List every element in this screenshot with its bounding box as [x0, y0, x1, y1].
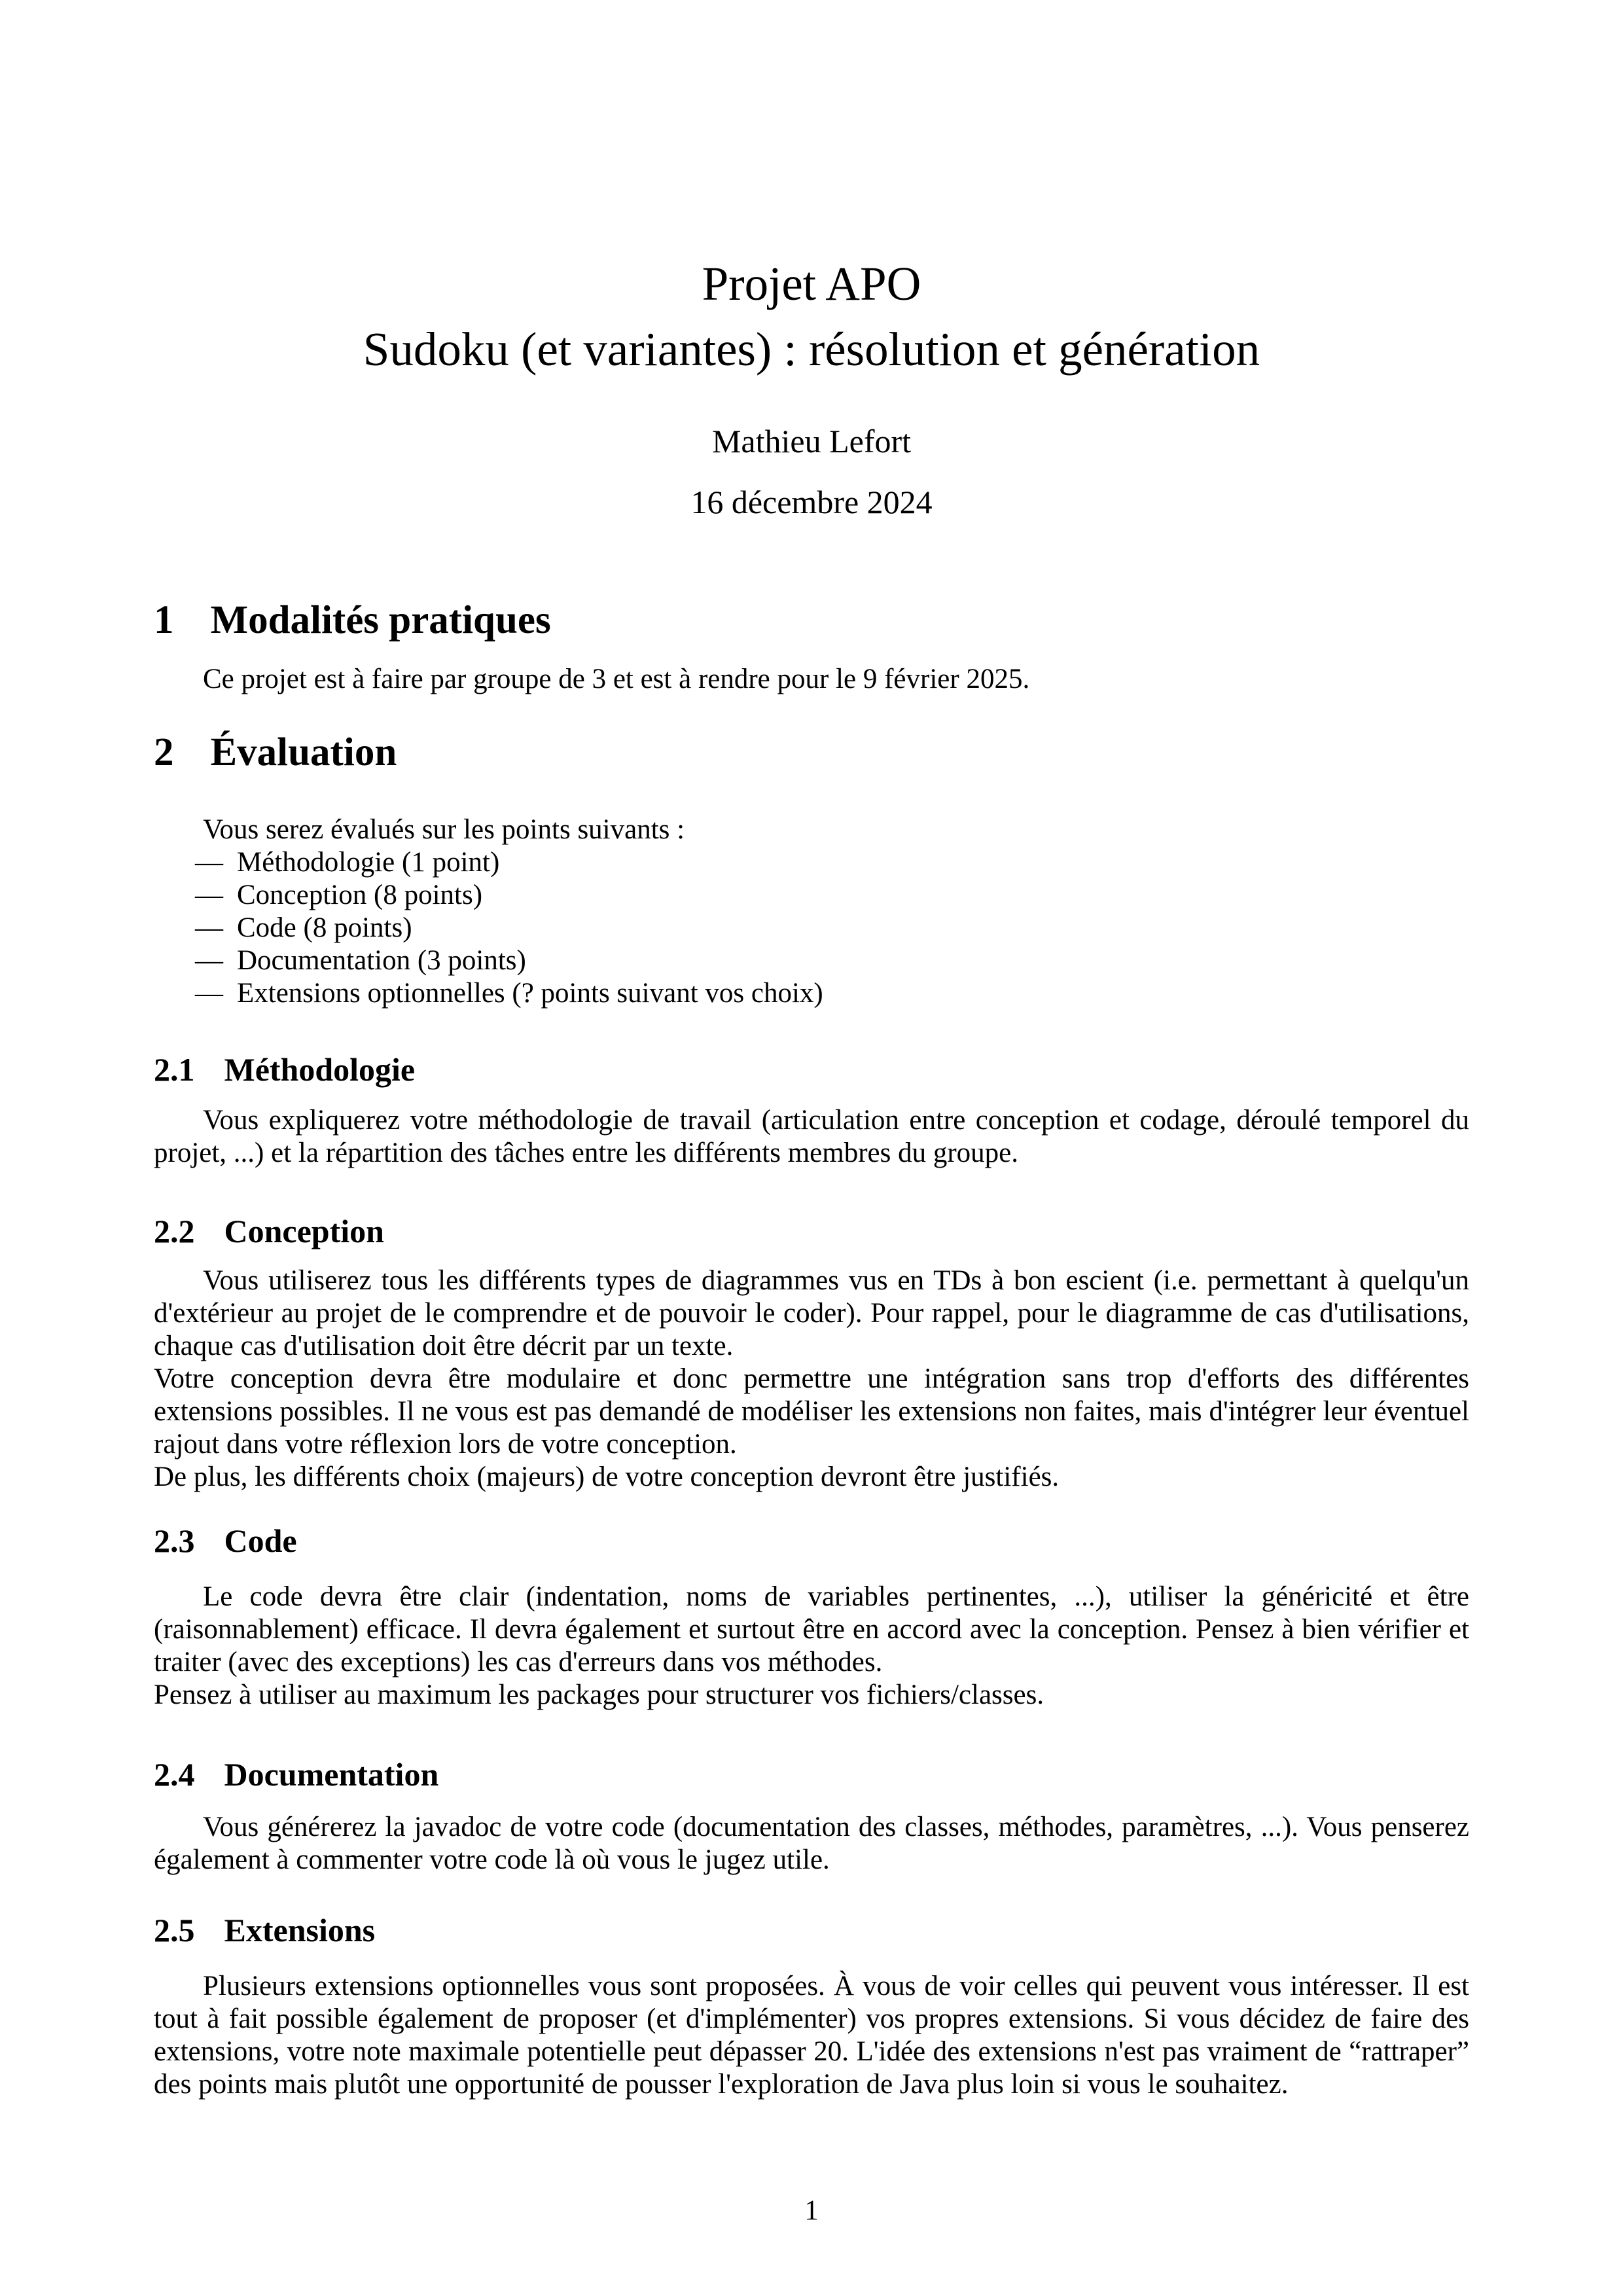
section-1-body — [154, 663, 1469, 696]
section-2-3-number: 2.3 — [154, 1522, 195, 1559]
paragraph: Vous utiliserez tous les différents types de diagrammes vus en TDs à bon escient (i.e. permettant à quelqu'un d'extérieur au projet de le comprendre et de pouvoir le coder). Pour rappel, pour le diagramme de cas d'utilisations, chaque cas d'utilisation doit être décrit par un texte. — [154, 1265, 1469, 1361]
section-2-1-title: Méthodologie — [224, 1051, 416, 1088]
section-2-5-title: Extensions — [224, 1912, 376, 1948]
section-2-1-heading — [154, 1050, 1469, 1088]
section-2-5-heading — [154, 1911, 1469, 1949]
document-title — [154, 251, 1469, 382]
document-title-line2: Sudoku (et variantes) : résolution et génération — [363, 323, 1260, 376]
list-item-label: Méthodologie (1 point) — [237, 847, 500, 878]
list-item-label: Documentation (3 points) — [237, 945, 526, 976]
section-2-3-body — [154, 1581, 1469, 1712]
document-title-line1: Projet APO — [702, 257, 921, 310]
list-item-label: Code (8 points) — [237, 912, 412, 943]
section-2-4-title: Documentation — [224, 1756, 439, 1793]
evaluation-criteria-list — [154, 846, 1469, 1010]
document-author: Mathieu Lefort — [711, 423, 912, 459]
section-2-5-number: 2.5 — [154, 1912, 195, 1948]
section-2-title: Évaluation — [210, 730, 397, 774]
list-item-label: Conception (8 points) — [237, 880, 483, 910]
paragraph: Vous générerez la javadoc de votre code (documentation des classes, méthodes, paramètres, ...). Vous penserez également à commenter votre code là où vous le jugez utile. — [154, 1812, 1469, 1875]
dash-bullet: — — [195, 978, 223, 1009]
list-item — [154, 977, 1469, 1010]
section-2-4-body — [154, 1811, 1469, 1876]
section-2-4-number: 2.4 — [154, 1756, 195, 1793]
document-date: 16 décembre 2024 — [690, 484, 933, 520]
paragraph: Le code devra être clair (indentation, noms de variables pertinentes, ...), utiliser la généricité et être (raisonnablement) efficace. Il devra également et surtout être en accord avec la conception. Pensez à bien vérifier et traiter (avec des exceptions) les cas d'erreurs dans vos méthodes. — [154, 1581, 1469, 1677]
section-2-5-body — [154, 1970, 1469, 2101]
section-1-title: Modalités pratiques — [210, 598, 551, 642]
dash-bullet: — — [195, 945, 223, 976]
list-item — [154, 944, 1469, 977]
section-2-3-heading — [154, 1522, 1469, 1560]
paragraph: Vous expliquerez votre méthodologie de travail (articulation entre conception et codage, déroulé temporel du projet, ...) et la répartition des tâches entre les différents membres du groupe. — [154, 1105, 1469, 1168]
paragraph: Pensez à utiliser au maximum les packages pour structurer vos fichiers/classes. — [154, 1679, 1044, 1710]
section-1-number: 1 — [154, 598, 174, 642]
section-1-heading — [154, 598, 1469, 643]
list-item — [154, 912, 1469, 944]
paragraph: Votre conception devra être modulaire et donc permettre une intégration sans trop d'efforts des différentes extensions possibles. Il ne vous est pas demandé de modéliser les extensions non faites, mais d'intégrer leur éventuel rajout dans votre réflexion lors de votre conception. — [154, 1363, 1469, 1460]
dash-bullet: — — [195, 847, 223, 878]
section-2-heading — [154, 730, 1469, 776]
section-2-1-number: 2.1 — [154, 1051, 195, 1088]
paragraph: De plus, les différents choix (majeurs) de votre conception devront être justifiés. — [154, 1462, 1060, 1492]
dash-bullet: — — [195, 912, 223, 943]
section-2-2-title: Conception — [224, 1213, 384, 1249]
section-2-3-title: Code — [224, 1522, 297, 1559]
evaluation-intro: Vous serez évalués sur les points suivants : — [203, 814, 685, 845]
paragraph: Ce projet est à faire par groupe de 3 et est à rendre pour le 9 février 2025. — [203, 664, 1030, 694]
list-item-label: Extensions optionnelles (? points suivant vos choix) — [237, 978, 823, 1009]
dash-bullet: — — [195, 880, 223, 910]
section-2-2-heading — [154, 1212, 1469, 1250]
section-2-1-body — [154, 1104, 1469, 1170]
section-2-number: 2 — [154, 730, 174, 774]
list-item — [154, 879, 1469, 912]
page-number: 1 — [804, 2195, 819, 2226]
section-2-4-heading — [154, 1755, 1469, 1793]
list-item — [154, 846, 1469, 879]
paragraph: Plusieurs extensions optionnelles vous sont proposées. À vous de voir celles qui peuvent vous intéresser. Il est tout à fait possible également de proposer (et d'implémenter) vos propres extensions. Si vous décidez de faire des extensions, votre note maximale potentielle peut dépasser 20. L'idée des extensions n'est pas vraiment de “rattraper” des points mais plutôt une opportunité de pousser l'exploration de Java plus loin si vous le souhaitez. — [154, 1971, 1469, 2100]
section-2-body — [154, 814, 1469, 1010]
section-2-2-number: 2.2 — [154, 1213, 195, 1249]
section-2-2-body — [154, 1265, 1469, 1494]
